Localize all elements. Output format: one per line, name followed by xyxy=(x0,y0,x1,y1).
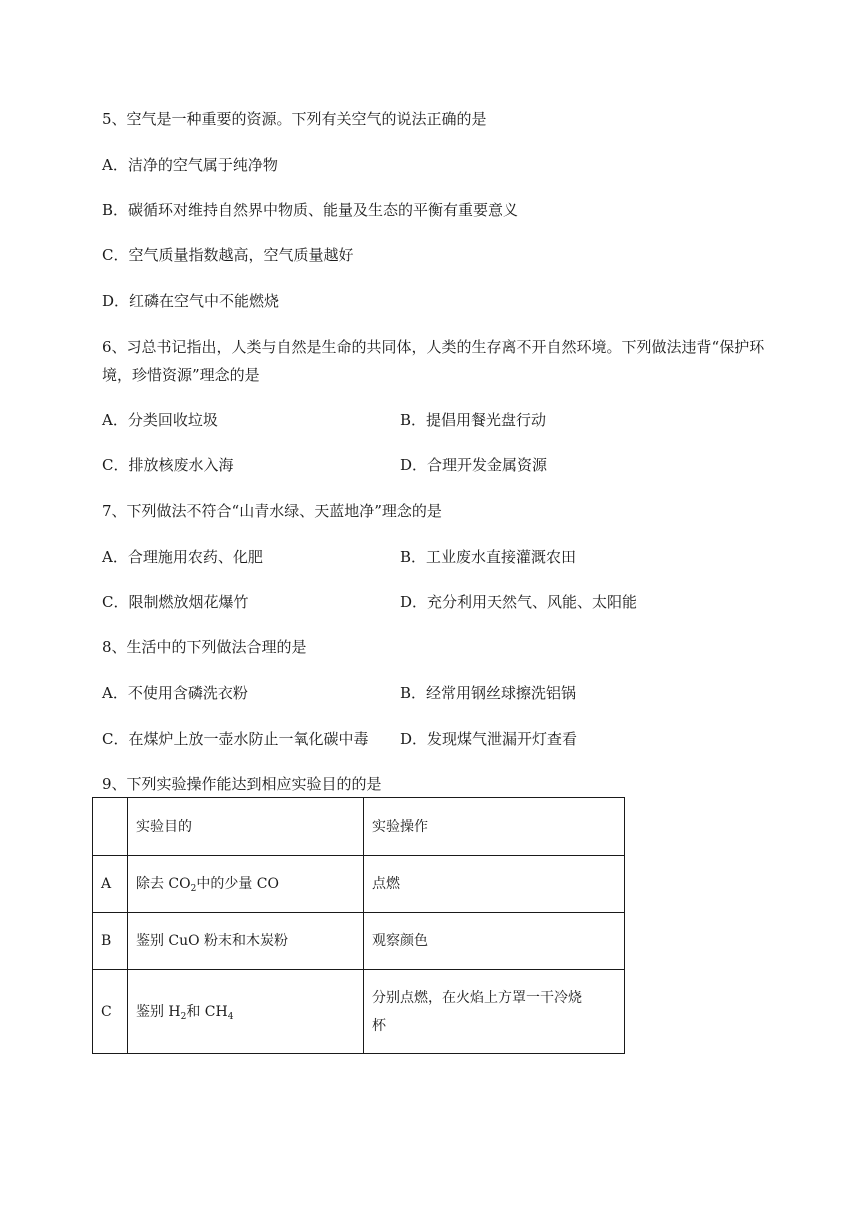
row-goal-subscript: 2 xyxy=(190,884,197,894)
q7-option-b: B．工业废水直接灌溉农田 xyxy=(400,548,577,566)
row-operation xyxy=(364,970,625,1054)
q6-option-d: D．合理开发金属资源 xyxy=(400,456,548,474)
table-header-row xyxy=(93,798,625,856)
row-goal xyxy=(127,970,363,1054)
q7-option-c: C．限制燃放烟花爆竹 xyxy=(102,593,249,611)
row-label: B xyxy=(93,913,128,970)
q5-option-d: D．红磷在空气中不能燃烧 xyxy=(102,292,280,310)
table-header-empty xyxy=(93,798,128,856)
table-header-goal: 实验目的 xyxy=(127,798,363,856)
q7-option-d: D．充分利用天然气、风能、太阳能 xyxy=(400,593,638,611)
row-goal-subscript-2: 4 xyxy=(227,1011,234,1022)
row-operation: 点燃 xyxy=(364,856,625,913)
q5-stem: 5、空气是一种重要的资源。下列有关空气的说法正确的是 xyxy=(102,110,487,128)
row-goal-text-tail: 中的少量 CO xyxy=(196,876,279,892)
table-row xyxy=(93,913,625,970)
experiment-table xyxy=(92,797,625,1054)
q6-stem-line2: 境，珍惜资源”理念的是 xyxy=(102,366,260,384)
row-goal-subscript: 2 xyxy=(180,1011,187,1022)
row-goal-text-mid: 和 CH xyxy=(186,1003,228,1020)
q5-option-b: B．碳循环对维持自然界中物质、能量及生态的平衡有重要意义 xyxy=(102,201,519,219)
q7-option-a: A．合理施用农药、化肥 xyxy=(102,548,263,566)
row-operation: 观察颜色 xyxy=(364,913,625,970)
q5-option-a: A．洁净的空气属于纯净物 xyxy=(102,156,278,174)
row-goal xyxy=(127,856,363,913)
row-goal: 鉴别 CuO 粉末和木炭粉 xyxy=(127,913,363,970)
q8-option-d: D．发现煤气泄漏开灯查看 xyxy=(400,730,578,748)
row-operation-line1: 分别点燃，在火焰上方罩一干冷烧 xyxy=(372,989,583,1006)
table-header-operation: 实验操作 xyxy=(364,798,625,856)
q8-option-c: C．在煤炉上放一壶水防止一氧化碳中毒 xyxy=(102,730,369,748)
row-label: C xyxy=(93,970,128,1054)
row-operation-line2: 杯 xyxy=(372,1017,387,1034)
q9-stem: 9、下列实验操作能达到相应实验目的的是 xyxy=(102,775,382,793)
q6-option-a: A．分类回收垃圾 xyxy=(102,411,218,429)
q8-option-b: B．经常用钢丝球擦洗铝锅 xyxy=(400,684,577,702)
table-row xyxy=(93,856,625,913)
row-label: A xyxy=(93,856,128,913)
q8-option-a: A．不使用含磷洗衣粉 xyxy=(102,684,248,702)
row-goal-text: 鉴别 H xyxy=(135,1003,181,1020)
q6-stem-line1: 6、习总书记指出，人类与自然是生命的共同体，人类的生存离不开自然环境。下列做法违背“保护环 xyxy=(102,338,765,356)
q5-option-c: C．空气质量指数越高，空气质量越好 xyxy=(102,246,354,264)
row-goal-text: 除去 CO xyxy=(135,876,191,892)
q7-stem: 7、下列做法不符合“山青水绿、天蓝地净”理念的是 xyxy=(102,502,442,520)
q6-option-b: B．提倡用餐光盘行动 xyxy=(400,411,547,429)
q8-stem: 8、生活中的下列做法合理的是 xyxy=(102,638,307,656)
q6-option-c: C．排放核废水入海 xyxy=(102,456,234,474)
table-row xyxy=(93,970,625,1054)
